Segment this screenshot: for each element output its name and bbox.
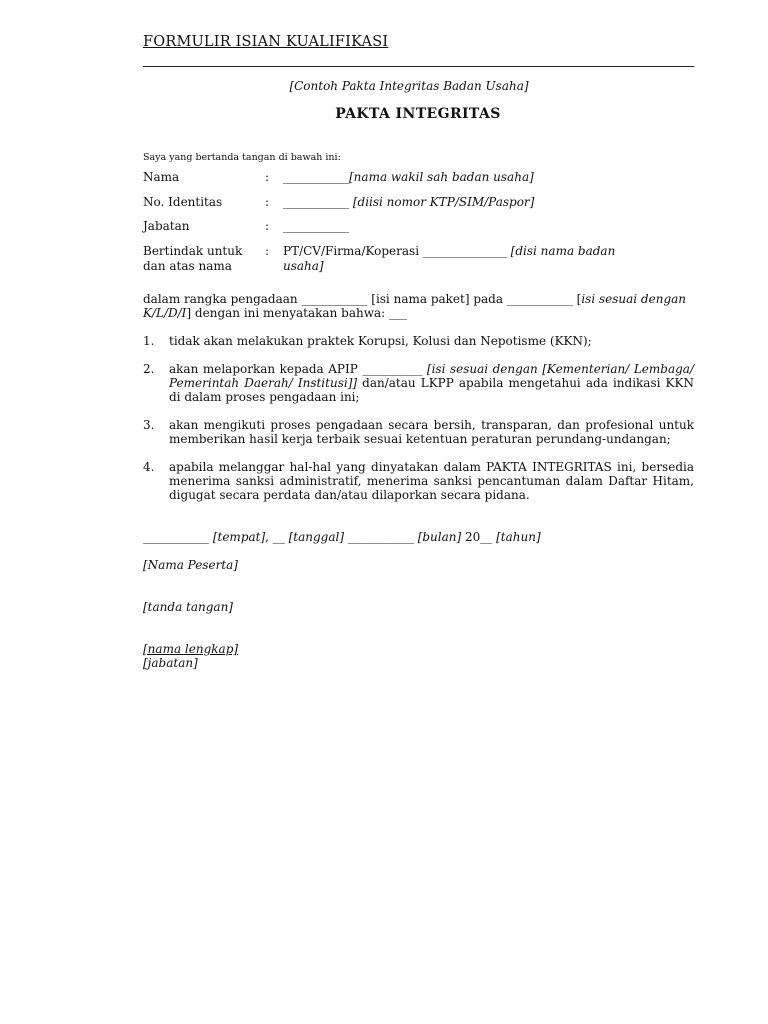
field-nama-blank: ___________ [283, 170, 349, 184]
date-tanggal: [tanggal] [288, 530, 345, 544]
signature-tanda-tangan: [tanda tangan] [143, 600, 233, 614]
field-nama-label: Nama [143, 170, 180, 184]
list-item-text: tidak akan melakukan praktek Korupsi, Kolusi dan Nepotisme (KKN); [169, 334, 592, 348]
field-nama-value [283, 170, 653, 185]
signature-peserta: [Nama Peserta] [143, 558, 238, 572]
field-identitas-label: No. Identitas [143, 195, 223, 209]
field-identitas-colon: : [265, 195, 270, 209]
field-jabatan-label: Jabatan [143, 219, 190, 233]
list-item-number: 1. [143, 334, 155, 348]
list-item-hint: [isi sesuai dengan [Kementerian/ Lembaga/ Pemerintah Daerah/ Institusi]] [169, 362, 695, 390]
form-header-title: FORMULIR ISIAN KUALIFIKASI [143, 34, 389, 50]
intro-text: Saya yang bertanda tangan di bawah ini: [143, 152, 341, 163]
field-jabatan-colon: : [265, 219, 270, 233]
field-nama-hint: [nama wakil sah badan usaha] [349, 170, 534, 184]
field-bertindak-colon: : [265, 244, 270, 258]
list-item-text-post: dan/atau LKPP apabila mengetahui ada indikasi KKN di dalam proses pengadaan ini; [169, 376, 694, 404]
date-sep-2: ___________ [344, 530, 418, 544]
list-item-text: apabila melanggar hal-hal yang dinyatakan dalam PAKTA INTEGRITAS ini, bersedia menerima sanksi administratif, menerima sanksi pencantuman dalam Daftar Hitam, digugat secara perdata dan/atau dilaporkan secara pidana. [169, 460, 694, 502]
date-tempat: [tempat] [212, 530, 266, 544]
statement-paragraph [143, 292, 694, 320]
field-bertindak-hint: [disi nama badan usaha] [283, 244, 616, 273]
field-bertindak-label: Bertindak untuk dan atas nama [143, 244, 243, 273]
list-item-text: akan mengikuti proses pengadaan secara bersih, transparan, dan profesional untuk memberikan hasil kerja terbaik sesuai ketentuan peraturan perundang-undangan; [169, 418, 694, 446]
document-subtitle: [Contoh Pakta Integritas Badan Usaha] [289, 79, 529, 93]
list-item-text-pre: akan melaporkan kepada APIP __________ [169, 362, 427, 376]
date-blank: ___________ [143, 530, 213, 544]
field-identitas-value [283, 195, 653, 210]
list-item-text [169, 362, 694, 404]
list-item-number: 2. [143, 362, 155, 376]
list-item-number: 3. [143, 418, 155, 432]
date-bulan: [bulan] [417, 530, 462, 544]
statement-part2: ] dengan ini menyatakan bahwa: ___ [186, 306, 407, 320]
date-sep-1: , __ [265, 530, 289, 544]
date-line [143, 530, 694, 544]
header-divider [143, 66, 694, 67]
field-identitas-blank: ___________ [283, 195, 349, 209]
field-bertindak-value [283, 244, 643, 274]
statement-part1: dalam rangka pengadaan ___________ [isi nama paket] pada ___________ [ [143, 292, 582, 306]
field-identitas-hint: [diisi nomor KTP/SIM/Paspor] [352, 195, 535, 209]
date-sep-3: 20__ [461, 530, 497, 544]
statement-hint: isi sesuai dengan K/L/D/I [143, 292, 687, 320]
document-title: PAKTA INTEGRITAS [335, 106, 501, 122]
list-item-number: 4. [143, 460, 155, 474]
signature-jabatan: [jabatan] [143, 656, 198, 670]
field-bertindak-prefix: PT/CV/Firma/Koperasi ______________ [283, 244, 507, 258]
signature-nama-lengkap: [nama lengkap] [143, 642, 239, 656]
date-tahun: [tahun] [496, 530, 541, 544]
field-nama-colon: : [265, 170, 270, 184]
field-jabatan-blank: ___________ [283, 219, 349, 233]
